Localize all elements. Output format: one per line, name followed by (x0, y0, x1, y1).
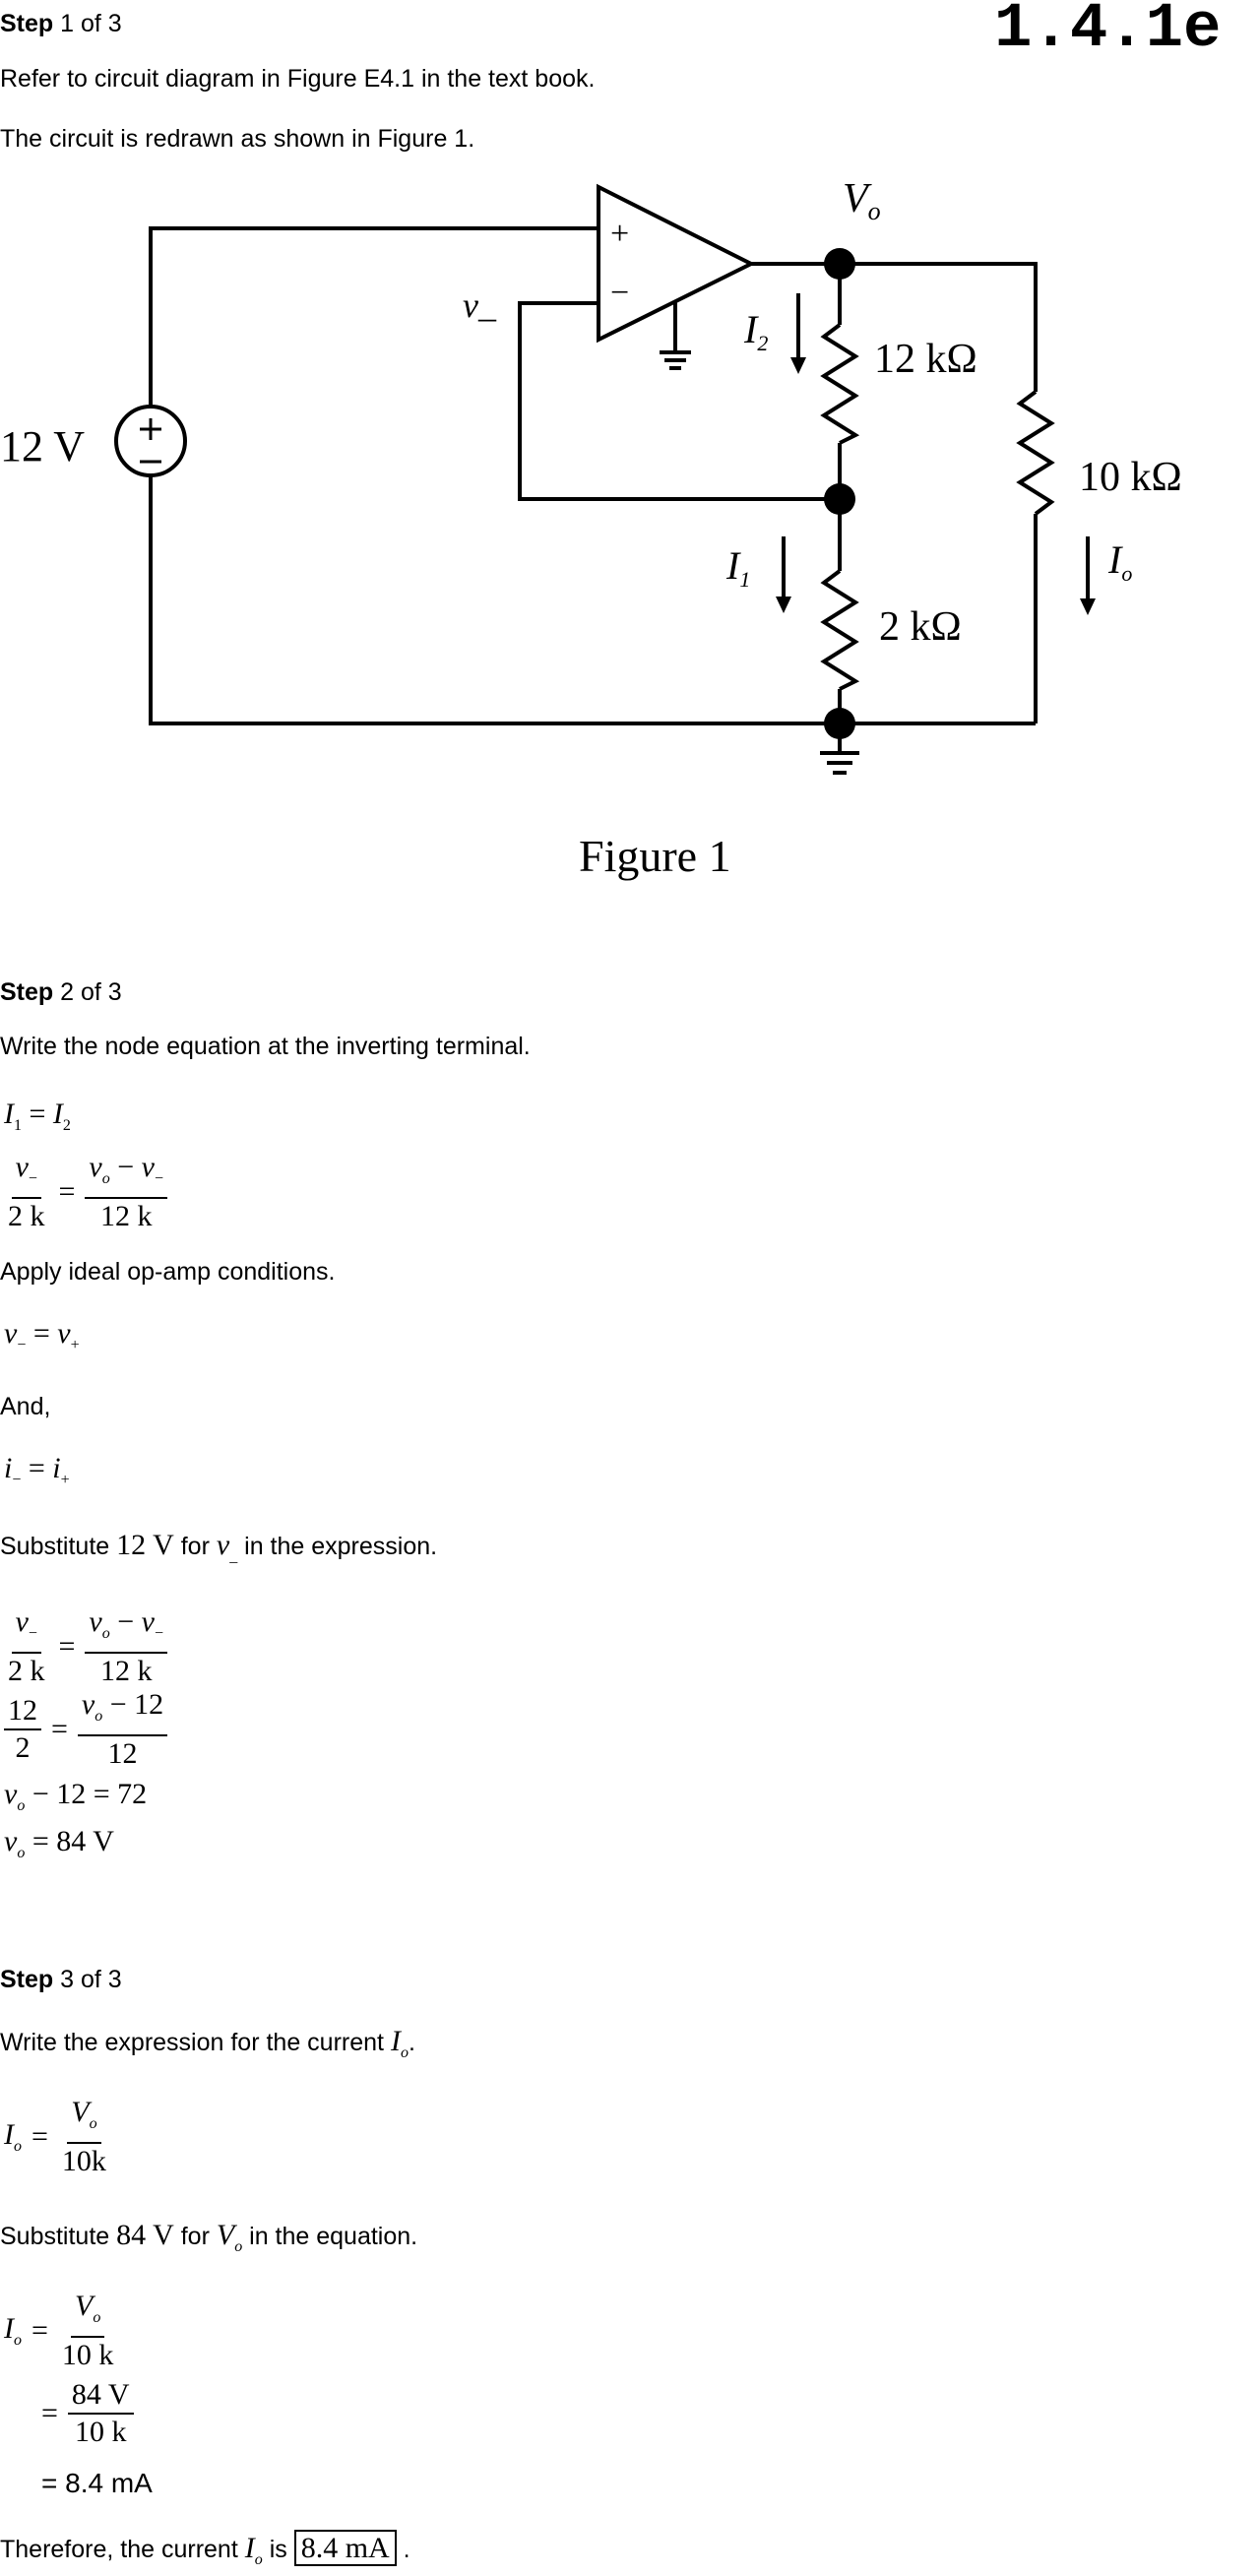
step2-heading-label: Step (0, 978, 54, 1006)
step3-heading (0, 1966, 122, 1994)
source-label: 12 V (0, 422, 85, 471)
step3-heading-count: 3 of 3 (60, 1966, 122, 1993)
step1-line2: The circuit is redrawn as shown in Figure 1. (0, 125, 475, 153)
i1-label: $I_1$ (726, 543, 751, 592)
step3-final: Therefore, the current $I_o$ is 8.4 mA . (0, 2532, 410, 2568)
step2-subst: Substitute 12 V for $v_{\_}$ in the expression. (0, 1529, 438, 1565)
step3-line1: Write the expression for the current $I_o$. (0, 2025, 415, 2061)
node-vminus (824, 483, 855, 515)
final-answer-box: 8.4 mA (294, 2530, 397, 2566)
eq-io-1: $I_o$ = $\frac{V_o}{10k}$ (4, 2096, 106, 2177)
vminus-label: v_ (463, 285, 496, 325)
step3-subst: Substitute 84 V for $V_o$ in the equation. (0, 2219, 418, 2255)
step2-heading-count: 2 of 3 (60, 978, 122, 1006)
eq-ideal: $v_- = v_+$ (4, 1317, 80, 1353)
arrow-io (1080, 598, 1096, 615)
eq-node-4: $v_o - 12 = 72$ (4, 1778, 148, 1814)
arrow-i2 (790, 357, 806, 374)
eq-io-2: $I_o$ = $\frac{V_o}{10 k}$ (4, 2290, 114, 2371)
wire-bottom (151, 475, 1036, 723)
eq-i1-eq-i2: $I_1 = I_2$ (4, 1098, 71, 1134)
eq-node-3: $\frac{12}{2}$ = $\frac{v_o - 12}{12}$ (4, 1687, 167, 1772)
eq-currents: $i_- = i_+$ (4, 1452, 70, 1488)
wire-feedback (520, 303, 840, 499)
step2-line2: Apply ideal op-amp conditions. (0, 1258, 336, 1286)
node-vo (824, 248, 855, 280)
step2-line3: And, (0, 1393, 51, 1420)
step2-heading (0, 978, 122, 1007)
io-label: $I_o$ (1108, 537, 1133, 586)
node-ground (824, 708, 855, 739)
resistor-12k (824, 325, 855, 443)
resistor-10k (1020, 392, 1051, 514)
eq-node-5: $v_o = 84$ V (4, 1825, 114, 1861)
voltage-source (116, 407, 185, 475)
r10-label: 10 kΩ (1079, 455, 1182, 500)
resistor-2k (824, 571, 855, 689)
eq-io-3: = $\frac{84 V}{10 k}$ (37, 2377, 134, 2450)
r12-label: 12 kΩ (874, 337, 977, 382)
r2-label: 2 kΩ (879, 604, 962, 650)
wire-top-left (151, 228, 598, 407)
opamp-plus: + (610, 216, 630, 252)
step3-heading-label: Step (0, 1966, 54, 1993)
step1-heading (0, 10, 122, 38)
vo-label: Vo (843, 177, 881, 225)
eq-node-2: $\frac{v_-}{2 k}$ = $\frac{v_o - v_-}{12 k}$ (4, 1604, 167, 1689)
step2-line1: Write the node equation at the inverting terminal. (0, 1033, 531, 1060)
step1-heading-count: 1 of 3 (60, 10, 122, 37)
i2-label: $I_2$ (744, 307, 769, 355)
problem-id: 1.4.1e (994, 0, 1222, 65)
step1-heading-label: Step (0, 10, 54, 37)
arrow-i1 (776, 597, 791, 613)
eq-io-result: = 8.4 mA (41, 2468, 153, 2498)
opamp-minus: − (610, 275, 630, 311)
figure-caption: Figure 1 (579, 831, 731, 881)
eq-node-1: $\frac{v_-}{2 k}$ = $\frac{v_o - v_-}{12 k}$ (4, 1150, 167, 1234)
circuit-diagram (0, 177, 1260, 886)
step1-line1: Refer to circuit diagram in Figure E4.1 in the text book. (0, 65, 596, 93)
